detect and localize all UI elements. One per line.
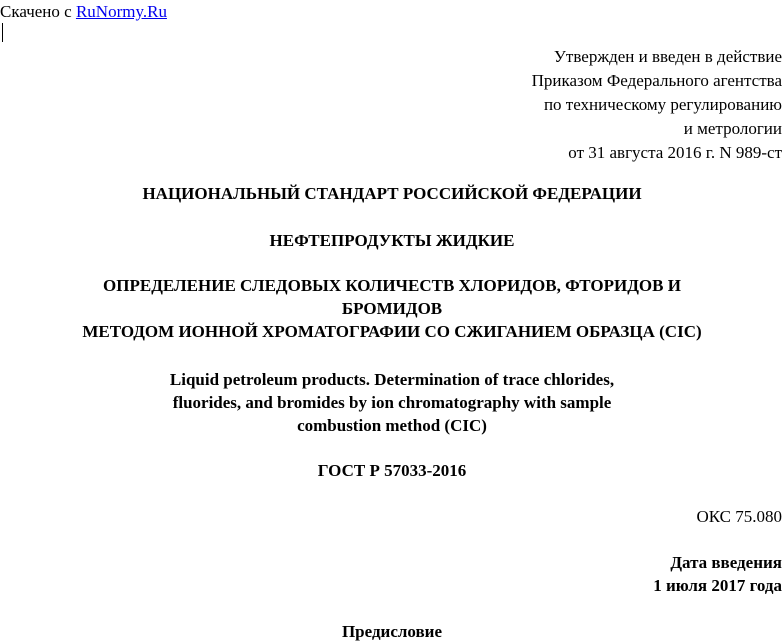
- approval-block: [532, 45, 782, 165]
- introduction-label: Дата введения: [670, 553, 782, 572]
- english-title-line: Liquid petroleum products. Determination of trace chlorides,: [169, 370, 615, 389]
- product-title: НЕФТЕПРОДУКТЫ ЖИДКИЕ: [269, 231, 515, 250]
- national-standard-title: НАЦИОНАЛЬНЫЙ СТАНДАРТ РОССИЙСКОЙ ФЕДЕРАЦИИ: [142, 184, 642, 203]
- approval-line: по техническому регулированию: [543, 95, 782, 114]
- english-title-line: fluorides, and bromides by ion chromatography with sample: [172, 393, 612, 412]
- foreword-heading: Предисловие: [341, 622, 443, 641]
- method-title-line: БРОМИДОВ: [341, 299, 443, 318]
- method-title-line: МЕТОДОМ ИОННОЙ ХРОМАТОГРАФИИ СО СЖИГАНИЕМ ОБРАЗЦА (CIC): [82, 322, 702, 341]
- introduction-date: 1 июля 2017 года: [653, 576, 782, 595]
- english-title-line: combustion method (CIC): [297, 416, 487, 435]
- approval-line: Утвержден и введен в действие: [553, 47, 782, 66]
- english-title: [0, 368, 784, 437]
- runormy-link[interactable]: RuNormy.Ru: [75, 2, 167, 21]
- method-title: [0, 274, 784, 343]
- standard-number: ГОСТ Р 57033-2016: [317, 461, 467, 480]
- source-prefix: Скачено с: [0, 2, 76, 21]
- introduction-date-block: [653, 551, 782, 597]
- approval-line: и метрологии: [683, 119, 782, 138]
- approval-line: Приказом Федерального агентства: [531, 71, 782, 90]
- text-cursor: [2, 23, 3, 42]
- method-title-line: ОПРЕДЕЛЕНИЕ СЛЕДОВЫХ КОЛИЧЕСТВ ХЛОРИДОВ, ФТОРИДОВ И: [103, 276, 681, 295]
- source-line: [0, 0, 167, 22]
- approval-line: от 31 августа 2016 г. N 989-ст: [568, 143, 782, 162]
- oks-code: ОКС 75.080: [696, 507, 782, 526]
